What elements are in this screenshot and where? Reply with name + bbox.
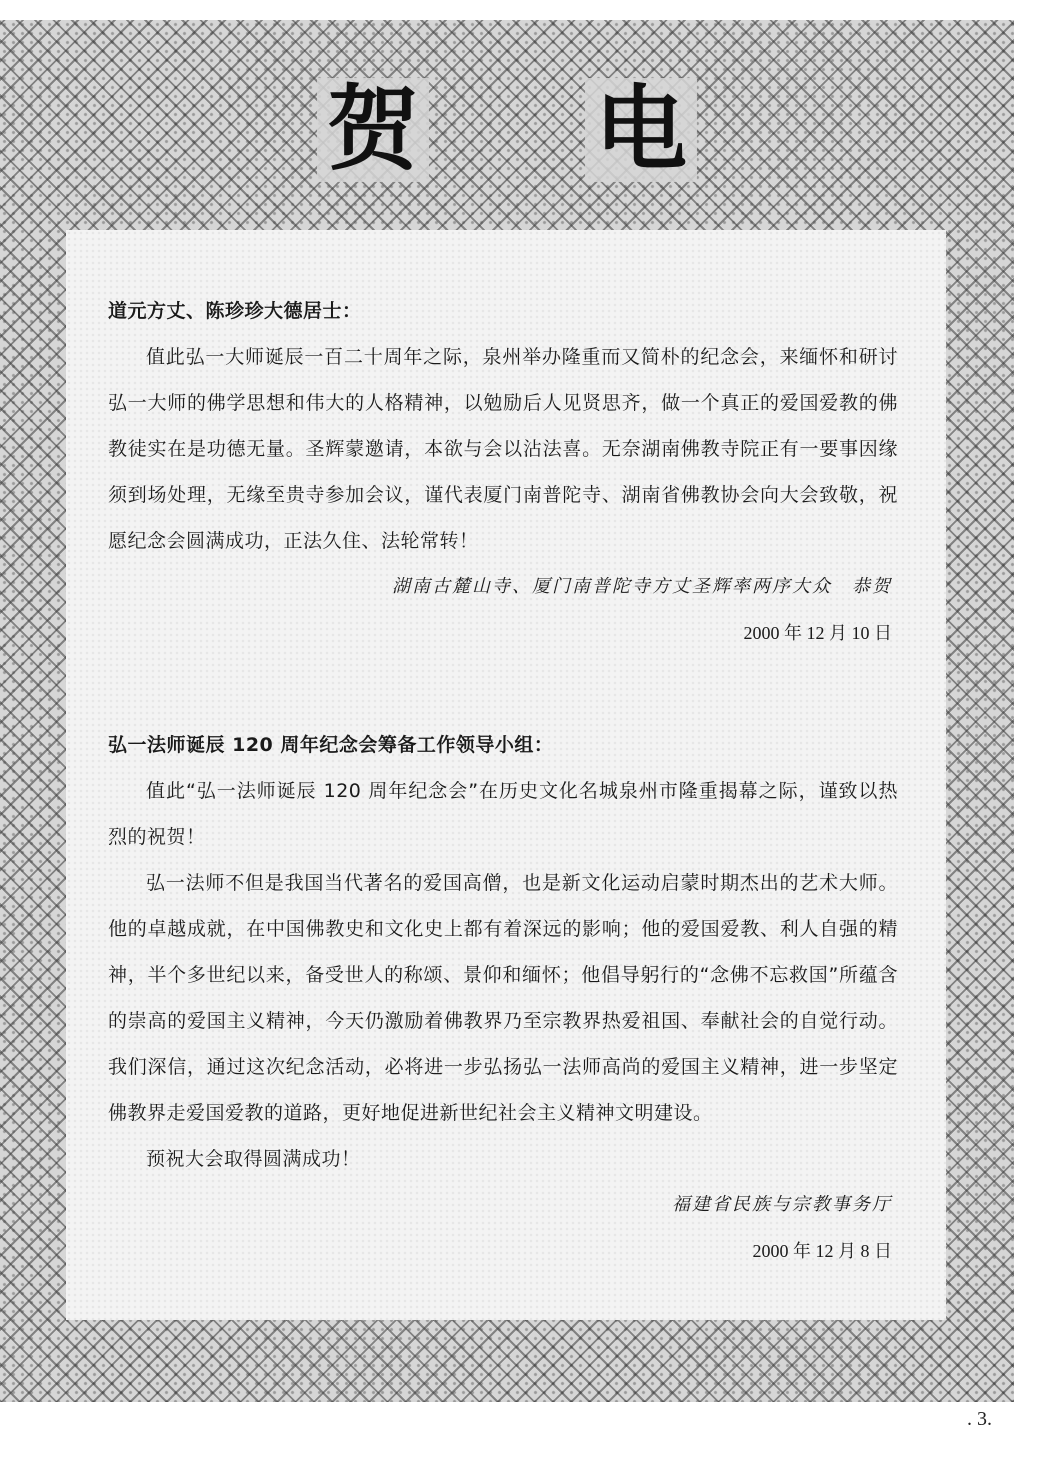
letter-2-salutation: 弘一法师诞辰 120 周年纪念会筹备工作领导小组： [108,734,554,756]
letter-1-date: 2000 年 12 月 10 日 [743,623,892,643]
letter-1 [108,288,898,656]
letter-1-salutation: 道元方丈、陈珍珍大德居士： [108,300,362,322]
title-band [0,20,1014,240]
letter-2-date: 2000 年 12 月 8 日 [752,1241,892,1261]
letter-2-paragraph-1: 值此“弘一法师诞辰 120 周年纪念会”在历史文化名城泉州市隆重揭幕之际，谨致以热烈的祝贺！ [108,780,898,848]
letter-2-paragraph-3: 预祝大会取得圆满成功！ [146,1148,361,1170]
letter-1-signature: 湖南古麓山寺、厦门南普陀寺方丈圣辉率两序大众 恭贺 [392,576,892,597]
letter-2 [108,722,898,1274]
page-number: . 3. [967,1408,992,1430]
letter-2-paragraph-2: 弘一法师不但是我国当代著名的爱国高僧，也是新文化运动启蒙时期杰出的艺术大师。他的卓越成就，在中国佛教史和文化史上都有着深远的影响；他的爱国爱教、利人自强的精神，半个多世纪以来，备受世人的称颂、景仰和缅怀；他倡导躬行的“念佛不忘救国”所蕴含的崇高的爱国主义精神，今天仍激励着佛教界乃至宗教界热爱祖国、奉献社会的自觉行动。我们深信，通过这次纪念活动，必将进一步弘扬弘一法师高尚的爱国主义精神，进一步坚定佛教界走爱国爱教的道路，更好地促进新世纪社会主义精神文明建设。 [108,872,898,1124]
letter-1-paragraph: 值此弘一大师诞辰一百二十周年之际，泉州举办隆重而又简朴的纪念会，来缅怀和研讨弘一大师的佛学思想和伟大的人格精神，以勉励后人见贤思齐，做一个真正的爱国爱教的佛教徒实在是功德无量。圣辉蒙邀请，本欲与会以沾法喜。无奈湖南佛教寺院正有一要事因缘须到场处理，无缘至贵寺参加会议，谨代表厦门南普陀寺、湖南省佛教协会向大会致敬，祝愿纪念会圆满成功，正法久住、法轮常转！ [108,346,898,552]
letter-2-signature: 福建省民族与宗教事务厅 [672,1194,892,1215]
title-char-dian: 电 [585,78,697,182]
title-char-he: 贺 [317,78,429,182]
